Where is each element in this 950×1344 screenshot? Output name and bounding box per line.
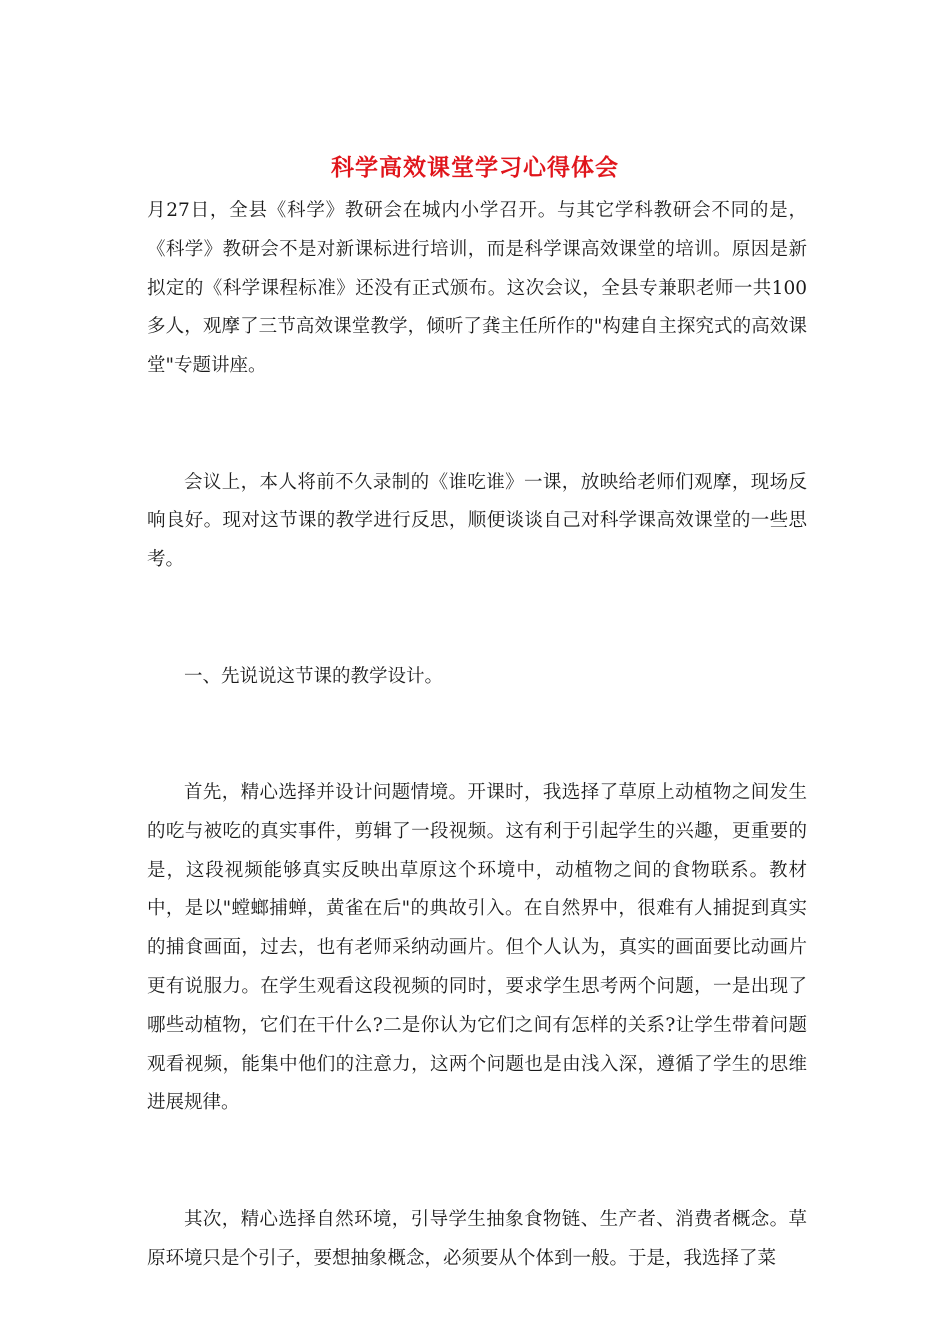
paragraph-first-point: 首先，精心选择并设计问题情境。开课时，我选择了草原上动植物之间发生的吃与被吃的真实事件，剪辑了一段视频。这有利于引起学生的兴趣，更重要的是，这段视频能够真实反映出草原这个环境中，动植物之间的食物联系。教材中，是以"螳螂捕蝉，黄雀在后"的典故引入。在自然界中，很难有人捕捉到真实的捕食画面，过去，也有老师采纳动画片。但个人认为，真实的画面要比动画片更有说服力。在学生观看这段视频的同时，要求学生思考两个问题，一是出现了哪些动植物，它们在干什么?二是你认为它们之间有怎样的关系?让学生带着问题观看视频，能集中他们的注意力，这两个问题也是由浅入深，遵循了学生的思维进展规律。 [147,781,807,1114]
paragraph-meeting-intro: 月27日，全县《科学》教研会在城内小学召开。与其它学科教研会不同的是，《科学》教研会不是对新课标进行培训，而是科学课高效课堂的培训。原因是新拟定的《科学课程标准》还没有正式颁布。这次会议，全县专兼职老师一共100多人，观摩了三节高效课堂教学，倾听了龚主任所作的"构建自主探究式的高效课堂"专题讲座。 [147,200,807,377]
document-title: 科学高效课堂学习心得体会 [331,154,619,181]
paragraph-second-point: 其次，精心选择自然环境，引导学生抽象食物链、生产者、消费者概念。草原环境只是个引子，要想抽象概念，必须要从个体到一般。于是，我选择了菜 [147,1208,807,1269]
section-heading-design: 一、先说说这节课的教学设计。 [184,665,444,687]
paragraph-reflection-intro: 会议上，本人将前不久录制的《谁吃谁》一课，放映给老师们观摩，现场反响良好。现对这节课的教学进行反思，顺便谈谈自己对科学课高效课堂的一些思考。 [147,471,807,571]
document-body [147,192,807,1278]
